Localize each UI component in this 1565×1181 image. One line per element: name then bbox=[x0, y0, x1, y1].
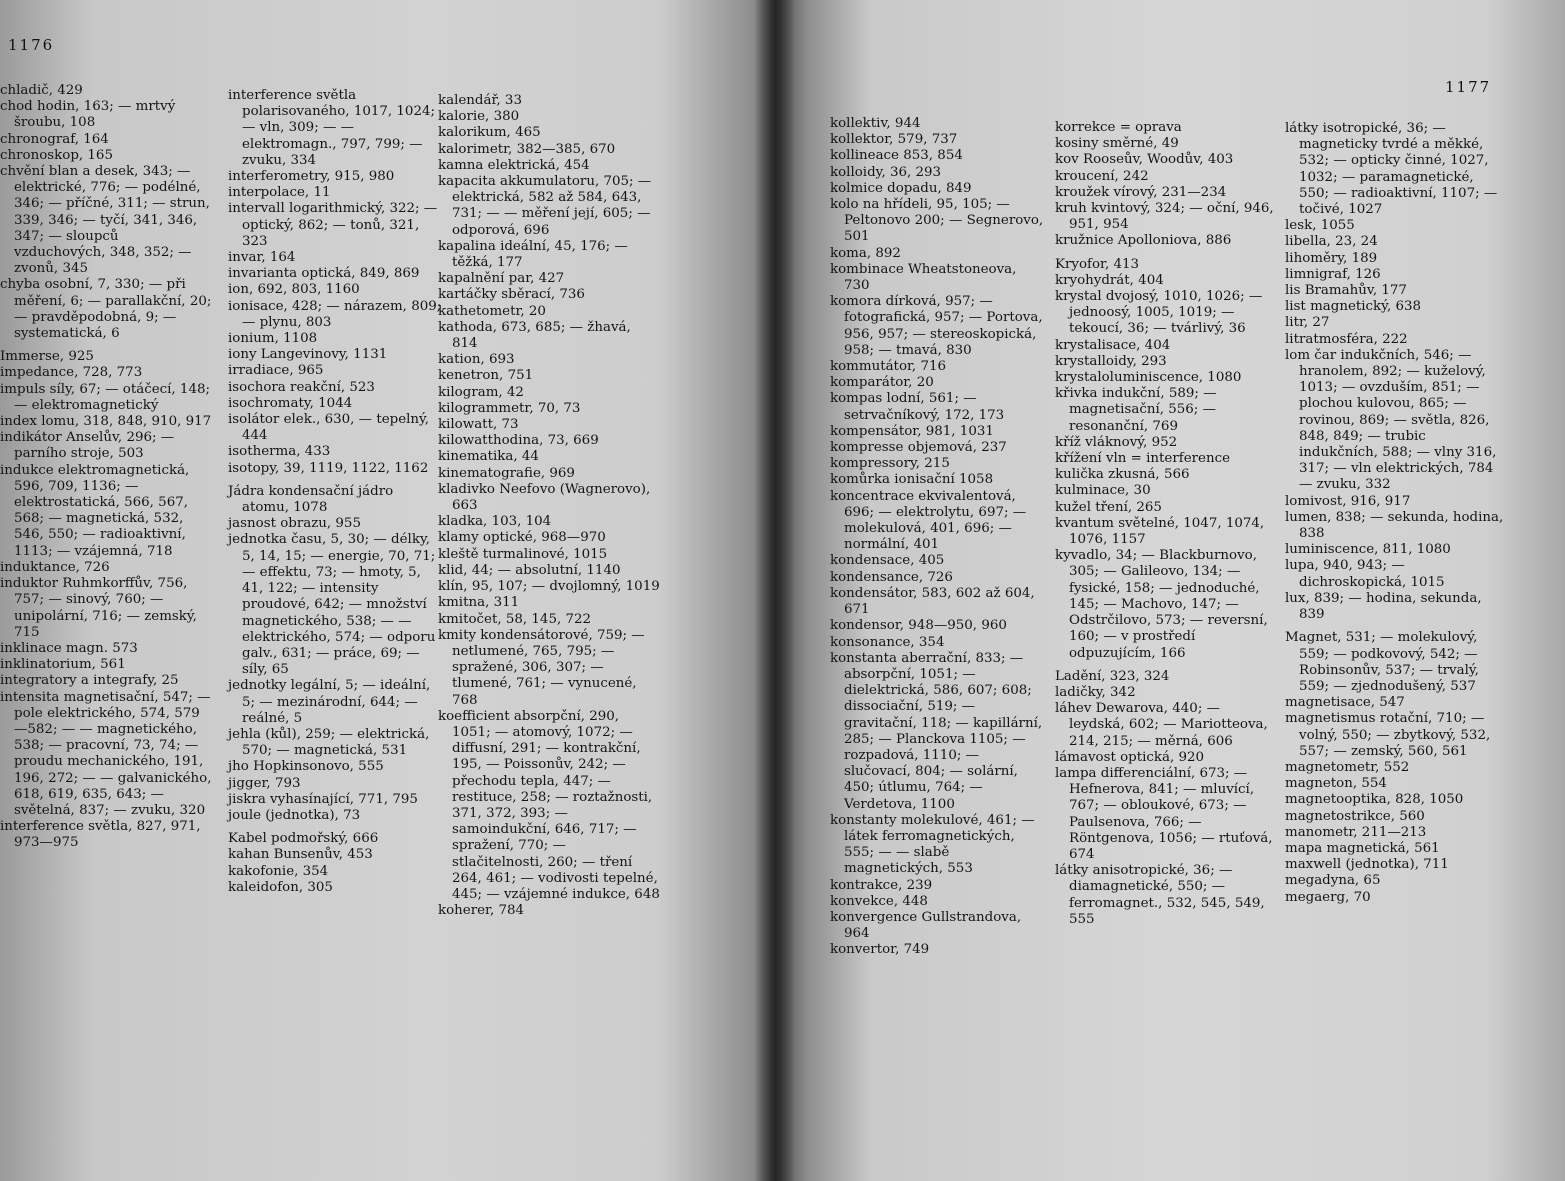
index-entry: látky isotropické, 36; — magneticky tvrdé a měkké, 532; — opticky činné, 1027, 1032; — paramagnetické, 550; — radioaktivní, 1107; — točivé, 1027 bbox=[1285, 121, 1498, 218]
index-entry: kroužek vírový, 231—234 bbox=[1055, 184, 1227, 200]
index-entry: kalorimetr, 382—385, 670 bbox=[438, 141, 616, 157]
index-entry: kaleidofon, 305 bbox=[228, 879, 333, 895]
index-entry: jigger, 793 bbox=[228, 775, 301, 791]
index-entry: koma, 892 bbox=[830, 245, 901, 261]
book-gutter bbox=[755, 0, 795, 1181]
index-entry: kahan Bunsenův, 453 bbox=[228, 847, 373, 863]
page-number-left: 1176 bbox=[8, 36, 55, 54]
index-entry: jiskra vyhasínající, 771, 795 bbox=[228, 791, 418, 807]
index-entry: kužel tření, 265 bbox=[1055, 499, 1162, 515]
index-entry: limnigraf, 126 bbox=[1285, 266, 1381, 282]
index-entry: invarianta optická, 849, 869 bbox=[228, 266, 420, 282]
index-entry: lomivost, 916, 917 bbox=[1285, 493, 1411, 509]
index-entry: intensita magnetisační, 547; — pole elektrického, 574, 579—582; — — magnetického, 538; — pracovní, 73, 74; — proudu mechanického, 191, 196, 272; — — galvanického, 618, 619, 635, 643; — světelná, 837; — zvuku, 320 bbox=[0, 689, 212, 818]
index-entry: kolloidy, 36, 293 bbox=[830, 164, 942, 180]
index-entry: ionium, 1108 bbox=[228, 331, 318, 347]
index-entry: Kabel podmořský, 666 bbox=[228, 831, 379, 847]
index-entry: koncentrace ekvivalentová, 696; — elektrolytu, 697; — molekulová, 401, 696; — normální, 401 bbox=[830, 488, 1027, 553]
index-entry: klid, 44; — absolutní, 1140 bbox=[438, 562, 621, 578]
index-entry: kamna elektrická, 454 bbox=[438, 157, 590, 173]
index-entry: magnetismus rotační, 710; — volný, 550; — zbytkový, 532, 557; — zemský, 560, 561 bbox=[1285, 711, 1491, 759]
index-entry: litratmosféra, 222 bbox=[1285, 331, 1408, 347]
index-entry: kalorikum, 465 bbox=[438, 125, 541, 141]
index-entry: kříž vláknový, 952 bbox=[1055, 434, 1178, 450]
index-entry: lámavost optická, 920 bbox=[1055, 749, 1205, 765]
index-entry: kosiny směrné, 49 bbox=[1055, 136, 1179, 152]
index-entry: lumen, 838; — sekunda, hodina, 838 bbox=[1285, 509, 1504, 542]
index-entry: chronoskop, 165 bbox=[0, 147, 113, 163]
index-entry: kroucení, 242 bbox=[1055, 168, 1149, 184]
index-entry: koherer, 784 bbox=[438, 903, 525, 919]
index-entry: intervall logarithmický, 322; — optický, 862; — tonů, 321, 323 bbox=[228, 201, 438, 249]
index-entry: megaerg, 70 bbox=[1285, 889, 1371, 905]
index-entry: isotherma, 433 bbox=[228, 444, 331, 460]
index-entry: integratory a integrafy, 25 bbox=[0, 673, 179, 689]
index-entry: joule (jednotka), 73 bbox=[228, 807, 361, 823]
index-entry: chladič, 429 bbox=[0, 83, 83, 98]
index-entry: Magnet, 531; — molekulový, 559; — podkovový, 542; — Robinsonův, 537; — trvalý, 559; — zjednodušený, 537 bbox=[1285, 630, 1479, 694]
index-entry: korrekce = oprava bbox=[1055, 120, 1182, 135]
index-entry: kommutátor, 716 bbox=[830, 359, 947, 375]
index-entry: kollektiv, 944 bbox=[830, 116, 921, 131]
index-entry: kulička zkusná, 566 bbox=[1055, 467, 1190, 483]
index-entry: kilogrammetr, 70, 73 bbox=[438, 400, 581, 416]
index-entry: kollineace 853, 854 bbox=[830, 148, 963, 164]
index-entry: klamy optické, 968—970 bbox=[438, 530, 606, 546]
index-entry: kondensace, 405 bbox=[830, 553, 945, 569]
index-entry: kolo na hřídeli, 95, 105; — Peltonovo 200; — Segnerovo, 501 bbox=[830, 197, 1044, 245]
index-entry: klín, 95, 107; — dvojlomný, 1019 bbox=[438, 579, 660, 595]
index-entry: kompressory, 215 bbox=[830, 456, 950, 472]
index-entry: luminiscence, 811, 1080 bbox=[1285, 542, 1451, 558]
index-entry: konvergence Gullstrandova, 964 bbox=[830, 909, 1022, 942]
index-entry: magnetometr, 552 bbox=[1285, 759, 1410, 775]
index-entry: Immerse, 925 bbox=[0, 349, 94, 365]
index-entry: iony Langevinovy, 1131 bbox=[228, 347, 388, 363]
index-entry: isotopy, 39, 1119, 1122, 1162 bbox=[228, 460, 429, 476]
index-entry: kathetometr, 20 bbox=[438, 303, 546, 319]
index-entry: kondensance, 726 bbox=[830, 569, 953, 585]
index-entry: kapalina ideální, 45, 176; — těžká, 177 bbox=[438, 238, 628, 271]
index-entry: konstanta aberrační, 833; — absorpční, 1051; — dielektrická, 586, 607; 608; dissociační, 519; — gravitační, 118; — kapillární, 285; — Planckova 1105; — rozpadová, 1110; — slučovací, 804; — solární, 450; útlumu, 764; — Verdetova, 1100 bbox=[830, 650, 1043, 812]
index-entry: libella, 23, 24 bbox=[1285, 234, 1378, 250]
index-entry: křivka indukční, 589; — magnetisační, 556; — resonanční, 769 bbox=[1055, 386, 1217, 434]
index-entry: kondensor, 948—950, 960 bbox=[830, 618, 1007, 634]
index-entry: kompas lodní, 561; — setrvačníkový, 172, 173 bbox=[830, 391, 1005, 423]
index-entry: lampa differenciální, 673; — Hefnerova, 841; — mluvící, 767; — obloukové, 673; — Paulsenova, 766; — Röntgenova, 1056; — rtuťová, 674 bbox=[1055, 765, 1273, 862]
index-entry: maxwell (jednotka), 711 bbox=[1285, 857, 1449, 873]
index-entry: komora dírková, 957; — fotografická, 957; — Portova, 956, 957; — stereoskopická, 958; — tmavá, 830 bbox=[830, 294, 1043, 358]
index-entry: jehla (kůl), 259; — elektrická, 570; — magnetická, 531 bbox=[228, 726, 430, 759]
index-entry: inklinatorium, 561 bbox=[0, 657, 126, 673]
index-entry: kolmice dopadu, 849 bbox=[830, 180, 972, 196]
index-entry: chronograf, 164 bbox=[0, 131, 109, 147]
index-entry: látky anisotropické, 36; — diamagnetické, 550; — ferromagnet., 532, 545, 549, 555 bbox=[1055, 863, 1265, 927]
index-entry: krystal dvojosý, 1010, 1026; — jednoosý, 1005, 1019; — tekoucí, 36; — tvárlivý, 36 bbox=[1055, 289, 1263, 337]
index-entry: megadyna, 65 bbox=[1285, 873, 1381, 889]
index-entry: chod hodin, 163; — mrtvý šroubu, 108 bbox=[0, 99, 176, 131]
index-entry: mapa magnetická, 561 bbox=[1285, 840, 1440, 856]
index-entry: lis Bramahův, 177 bbox=[1285, 283, 1407, 299]
index-entry: kleště turmalinové, 1015 bbox=[438, 546, 608, 562]
index-entry: jednotky legální, 5; — ideální, 5; — mezinárodní, 644; — reálné, 5 bbox=[228, 678, 431, 726]
index-entry: koefficient absorpční, 290, 1051; — atomový, 1072; — diffusní, 291; — kontrakční, 195, — Poissonův, 242; — přechodu tepla, 447; — restituce, 258; — roztažnosti, 371, 372, 393; — samoindukční, 646, 717; — spražení, 770; — stlačitelnosti, 260; — tření 264, 461; — vodivosti tepelné, 445; — vzájemné indukce, 648 bbox=[438, 708, 660, 902]
index-entry: krystalisace, 404 bbox=[1055, 337, 1171, 353]
index-entry: kmitočet, 58, 145, 722 bbox=[438, 611, 592, 627]
index-entry: lux, 839; — hodina, sekunda, 839 bbox=[1285, 590, 1482, 623]
index-entry: lupa, 940, 943; — dichroskopická, 1015 bbox=[1285, 558, 1445, 590]
index-entry: magnetooptika, 828, 1050 bbox=[1285, 792, 1464, 808]
index-entry: kombinace Wheatstoneova, 730 bbox=[830, 261, 1017, 294]
index-entry: kinematografie, 969 bbox=[438, 465, 575, 481]
index-entry: Ladění, 323, 324 bbox=[1055, 668, 1170, 684]
index-entry: křížení vln = interference bbox=[1055, 451, 1231, 467]
index-entry: lihoměry, 189 bbox=[1285, 250, 1378, 266]
index-entry: krystaloluminiscence, 1080 bbox=[1055, 370, 1242, 386]
index-entry: kapalnění par, 427 bbox=[438, 271, 565, 287]
index-entry: irradiace, 965 bbox=[228, 363, 324, 379]
index-entry: isochora reakční, 523 bbox=[228, 379, 375, 395]
index-entry: kalendář, 33 bbox=[438, 93, 522, 108]
index-entry: kakofonie, 354 bbox=[228, 863, 329, 879]
index-entry: konvertor, 749 bbox=[830, 942, 930, 958]
index-entry: konstanty molekulové, 461; — látek ferromagnetických, 555; — — slabě magnetických, 553 bbox=[830, 812, 1035, 877]
index-entry: manometr, 211—213 bbox=[1285, 824, 1427, 840]
index-entry: komparátor, 20 bbox=[830, 375, 934, 391]
index-entry: lesk, 1055 bbox=[1285, 218, 1355, 234]
index-entry: láhev Dewarova, 440; — leydská, 602; — Mariotteova, 214, 215; — měrná, 606 bbox=[1055, 701, 1268, 749]
index-entry: kalorie, 380 bbox=[438, 109, 520, 125]
index-entry: kapacita akkumulatoru, 705; — elektrická, 582 až 584, 643, 731; — — měření její, 605; — odporová, 696 bbox=[438, 174, 652, 238]
index-entry: isochromaty, 1044 bbox=[228, 395, 353, 411]
index-entry: kladka, 103, 104 bbox=[438, 514, 552, 530]
index-entry: ladičky, 342 bbox=[1055, 684, 1136, 700]
index-column-5 bbox=[1055, 120, 1275, 928]
index-entry: impuls síly, 67; — otáčecí, 148; — elektromagnetický bbox=[0, 381, 210, 413]
index-entry: Kryofor, 413 bbox=[1055, 256, 1140, 272]
index-column-3 bbox=[438, 93, 660, 919]
index-entry: kulminace, 30 bbox=[1055, 483, 1151, 499]
index-entry: krystalloidy, 293 bbox=[1055, 353, 1167, 369]
index-entry: konvekce, 448 bbox=[830, 893, 928, 909]
index-entry: impedance, 728, 773 bbox=[0, 365, 143, 381]
index-entry: litr, 27 bbox=[1285, 315, 1330, 331]
index-entry: konsonance, 354 bbox=[830, 634, 945, 650]
index-entry: indikátor Anselův, 296; — parního stroje, 503 bbox=[0, 430, 175, 462]
index-entry: chvění blan a desek, 343; — elektrické, 776; — podélné, 346; — příčné, 311; — strun, 339, 346; — tyčí, 341, 346, 347; — sloupců vzduchových, 348, 352; — zvonů, 345 bbox=[0, 164, 210, 277]
index-entry: kondensátor, 583, 602 až 604, 671 bbox=[830, 585, 1035, 618]
index-entry: kmity kondensátorové, 759; — netlumené, 765, 795; — spražené, 306, 307; — tlumené, 761; — vynucené, 768 bbox=[438, 627, 645, 708]
index-entry: kmitna, 311 bbox=[438, 595, 520, 611]
index-entry: chyba osobní, 7, 330; — při měření, 6; — parallakční, 20; — pravděpodobná, 9; — systematická, 6 bbox=[0, 277, 212, 342]
page-number-right: 1177 bbox=[1445, 78, 1492, 96]
index-entry: kenetron, 751 bbox=[438, 368, 534, 384]
index-entry: kvantum světelné, 1047, 1074, 1076, 1157 bbox=[1055, 515, 1265, 548]
index-entry: kontrakce, 239 bbox=[830, 877, 933, 893]
index-entry: isolátor elek., 630, — tepelný, 444 bbox=[228, 412, 430, 444]
index-entry: magneton, 554 bbox=[1285, 776, 1387, 792]
index-entry: indukce elektromagnetická, 596, 709, 1136; — elektrostatická, 566, 567, 568; — magnetická, 532, 546, 550; — radioaktivní, 1113; — vzájemná, 718 bbox=[0, 462, 190, 559]
index-entry: kilowatt, 73 bbox=[438, 417, 519, 433]
index-entry: kompensátor, 981, 1031 bbox=[830, 423, 994, 439]
index-entry: magnetostrikce, 560 bbox=[1285, 808, 1425, 824]
index-entry: kollektor, 579, 737 bbox=[830, 132, 958, 148]
index-entry: interference světla, 827, 971, 973—975 bbox=[0, 819, 201, 851]
index-column-4 bbox=[830, 116, 1045, 959]
index-entry: induktance, 726 bbox=[0, 559, 110, 575]
index-entry: kilowatthodina, 73, 669 bbox=[438, 433, 599, 449]
index-entry: magnetisace, 547 bbox=[1285, 695, 1405, 711]
index-entry: invar, 164 bbox=[228, 250, 296, 266]
index-column-1 bbox=[0, 83, 212, 852]
index-entry: list magnetický, 638 bbox=[1285, 299, 1422, 315]
index-entry: kyvadlo, 34; — Blackburnovo, 305; — Galileovo, 134; — fysické, 158; — jednoduché, 145; — Machovo, 147; — Odstrčilovo, 573; — reversní, 160; — v prostředí odpuzujícím, 166 bbox=[1055, 548, 1268, 661]
index-entry: interference světla polarisovaného, 1017, 1024; — vln, 309; — — elektromagn., 797, 799; — zvuku, 334 bbox=[228, 88, 435, 168]
index-entry: interpolace, 11 bbox=[228, 185, 331, 201]
index-entry: jho Hopkinsonovo, 555 bbox=[228, 759, 384, 775]
index-entry: inklinace magn. 573 bbox=[0, 640, 138, 656]
index-entry: Jádra kondensační jádro atomu, 1078 bbox=[228, 483, 394, 516]
index-column-6 bbox=[1285, 121, 1505, 906]
index-entry: kilogram, 42 bbox=[438, 384, 524, 400]
index-entry: kružnice Apolloniova, 886 bbox=[1055, 233, 1232, 249]
index-entry: jednotka času, 5, 30; — délky, 5, 14, 15; — energie, 70, 71; — effektu, 73; — hmoty, 5, 41, 122; — intensity proudové, 642; — množství magnetického, 538; — — elektrického, 574; — odporu galv., 631; — práce, 69; — síly, 65 bbox=[228, 532, 436, 678]
index-entry: kathoda, 673, 685; — žhavá, 814 bbox=[438, 319, 631, 352]
index-entry: kladivko Neefovo (Wagnerovo), 663 bbox=[438, 481, 651, 514]
index-entry: kov Rooseův, Woodův, 403 bbox=[1055, 152, 1234, 168]
index-entry: ion, 692, 803, 1160 bbox=[228, 282, 360, 298]
index-entry: kation, 693 bbox=[438, 352, 515, 368]
index-column-2 bbox=[228, 88, 444, 896]
index-entry: index lomu, 318, 848, 910, 917 bbox=[0, 414, 212, 430]
index-entry: jasnost obrazu, 955 bbox=[228, 516, 361, 532]
index-entry: komůrka ionisační 1058 bbox=[830, 472, 994, 488]
index-entry: kompresse objemová, 237 bbox=[830, 440, 1007, 456]
right-page bbox=[775, 0, 1565, 1181]
index-entry: kartáčky sběrací, 736 bbox=[438, 287, 585, 303]
index-entry: kinematika, 44 bbox=[438, 449, 539, 465]
index-entry: lom čar indukčních, 546; — hranolem, 892; — kuželový, 1013; — ovzduším, 851; — plochou kulovou, 865; — rovinou, 869; — světla, 826, 848, 849; — trubic indukčních, 588; — vlny 316, 317; — vln elektrických, 784 — zvuku, 332 bbox=[1285, 347, 1497, 493]
index-entry: induktor Ruhmkorffův, 756, 757; — sinový, 760; — unipolární, 716; — zemský, 715 bbox=[0, 576, 197, 640]
index-entry: interferometry, 915, 980 bbox=[228, 169, 395, 185]
left-page bbox=[0, 0, 775, 1181]
index-entry: kryohydrát, 404 bbox=[1055, 272, 1164, 288]
index-entry: kruh kvintový, 324; — oční, 946, 951, 954 bbox=[1055, 201, 1274, 233]
index-entry: ionisace, 428; — nárazem, 809; — plynu, 803 bbox=[228, 298, 442, 330]
